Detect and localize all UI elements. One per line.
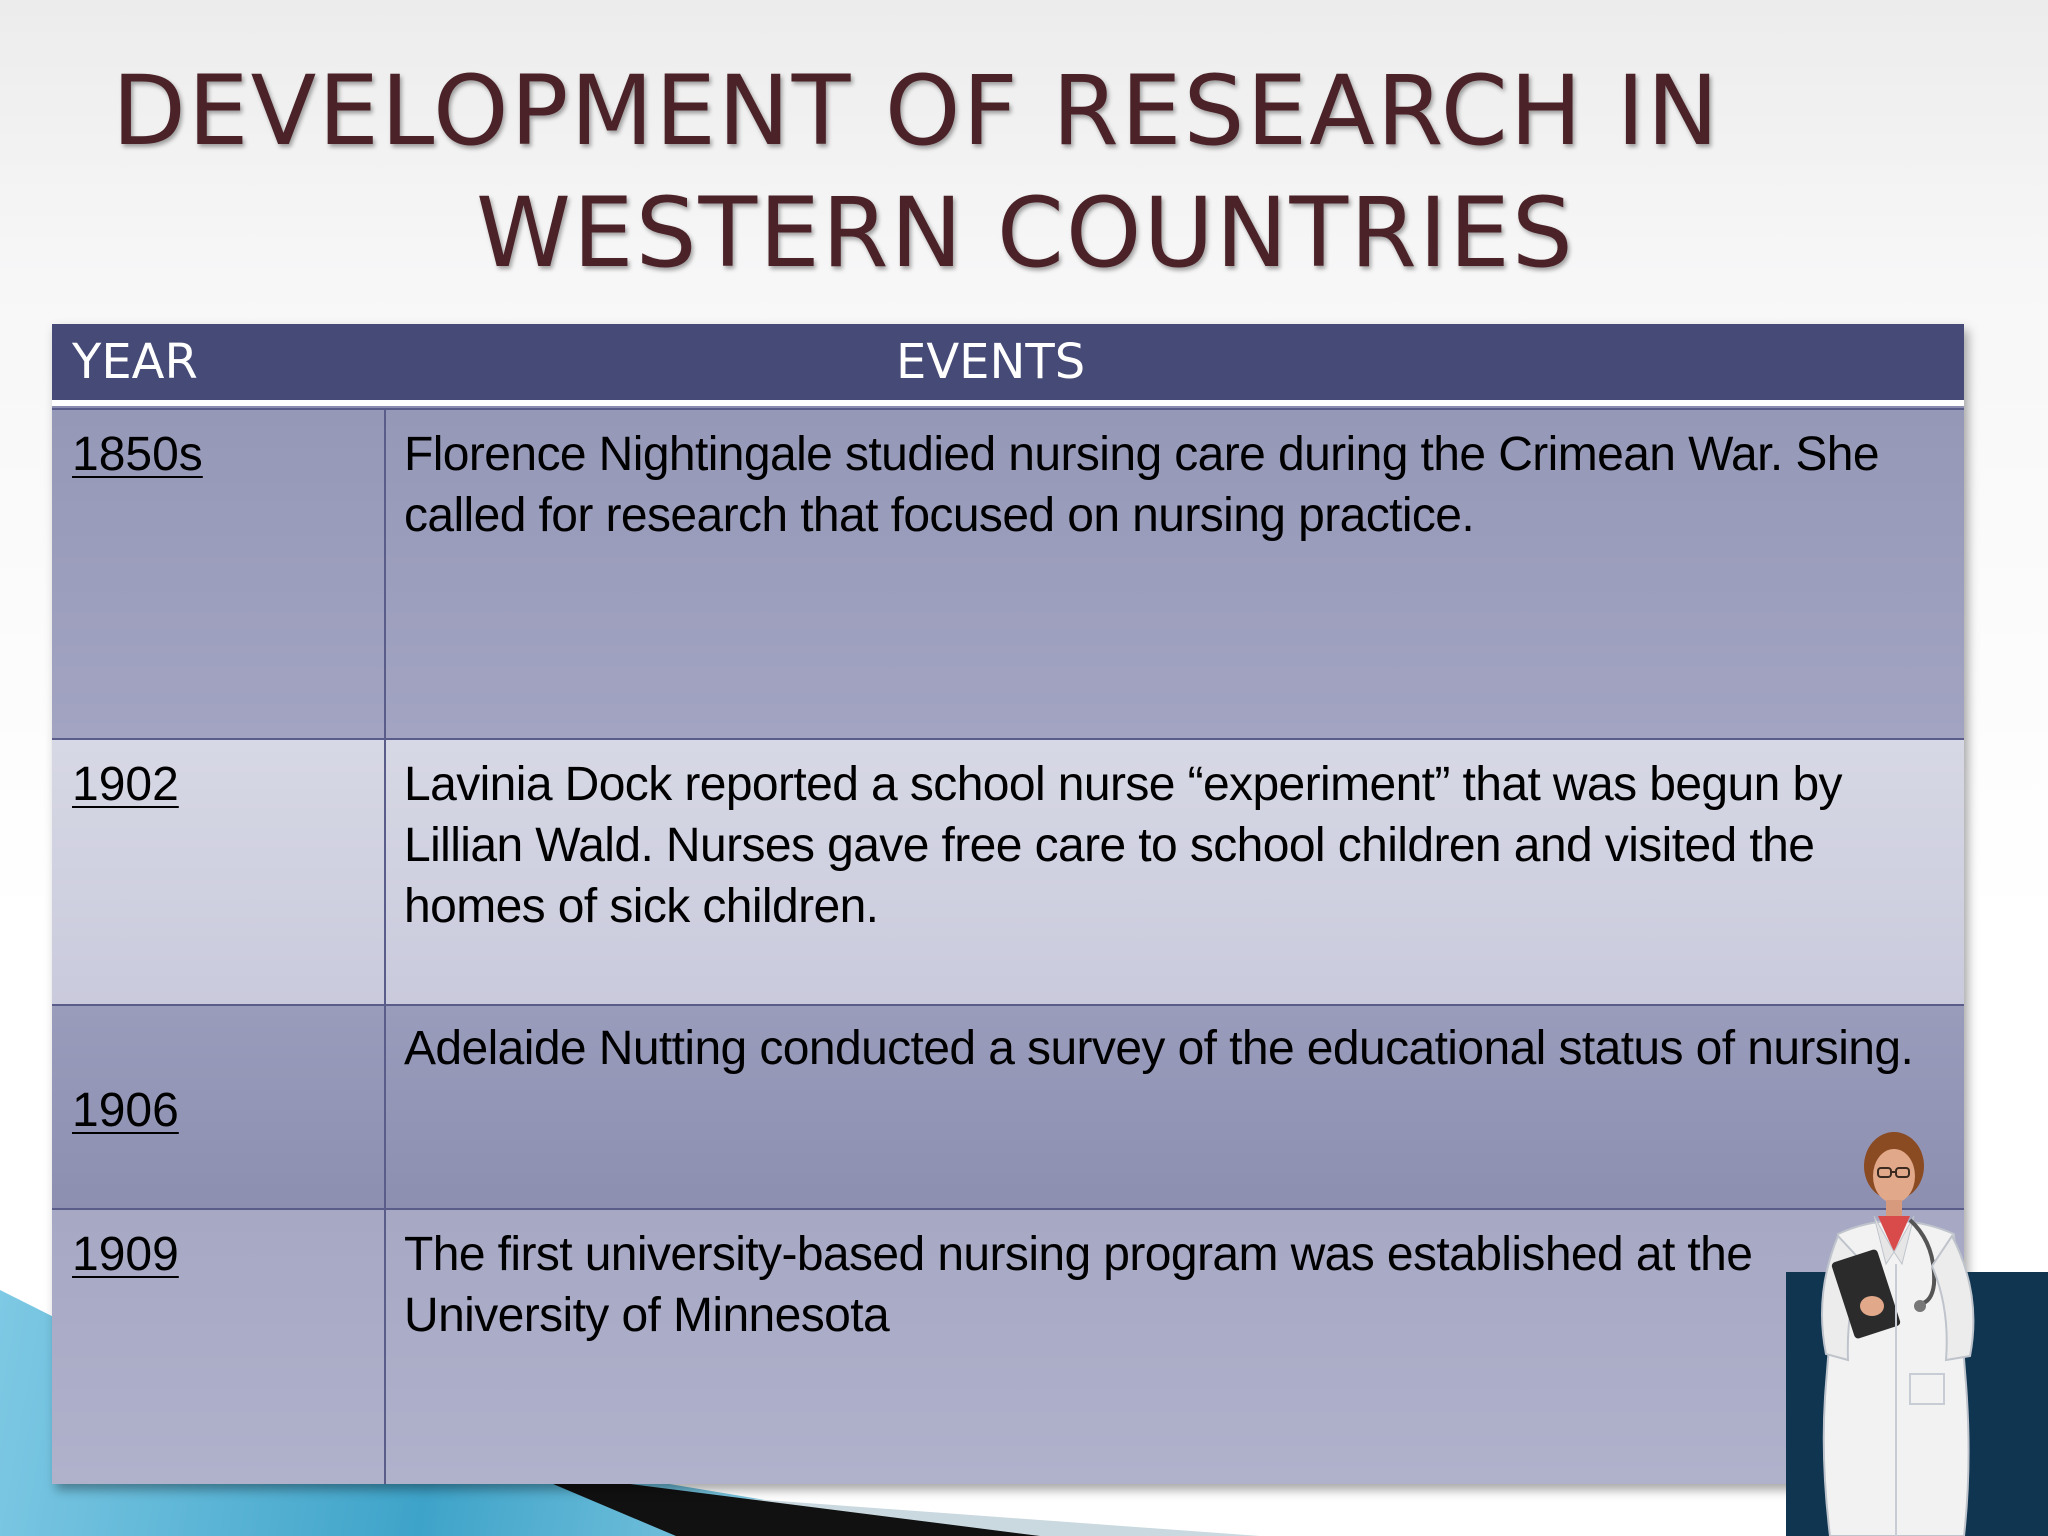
event-cell: Florence Nightingale studied nursing care during the Crimean War. She called for research that focused on nursing practice. bbox=[404, 428, 1879, 542]
table-row bbox=[52, 1004, 1964, 1210]
year-cell: 1902 bbox=[72, 758, 179, 811]
year-cell: 1909 bbox=[72, 1228, 179, 1281]
column-divider bbox=[384, 1210, 386, 1484]
timeline-table bbox=[52, 324, 1964, 1484]
header-year: YEAR bbox=[72, 334, 198, 390]
slide-title-line-2: WESTERN COUNTRIES bbox=[476, 177, 1575, 289]
column-divider bbox=[384, 1006, 386, 1210]
header-events: EVENTS bbox=[896, 334, 1086, 390]
year-cell: 1906 bbox=[72, 1084, 179, 1137]
table-row bbox=[52, 1208, 1964, 1484]
table-row bbox=[52, 738, 1964, 1006]
nurse-icon bbox=[1786, 1124, 2048, 1536]
event-cell: Lavinia Dock reported a school nurse “experiment” that was begun by Lillian Wald. Nurses gave free care to school children and visited the homes of sick children. bbox=[404, 758, 1842, 933]
nurse-illustration bbox=[1786, 1124, 2048, 1536]
column-divider bbox=[384, 410, 386, 740]
event-cell: Adelaide Nutting conducted a survey of the educational status of nursing. bbox=[404, 1022, 1914, 1075]
slide-title-line-1: DEVELOPMENT OF RESEARCH IN bbox=[112, 55, 1721, 167]
table-row bbox=[52, 408, 1964, 740]
table-header bbox=[52, 324, 1964, 406]
year-cell: 1850s bbox=[72, 428, 203, 481]
column-divider bbox=[384, 740, 386, 1006]
event-cell: The first university-based nursing program was established at the University of Minnesota bbox=[404, 1228, 1753, 1342]
